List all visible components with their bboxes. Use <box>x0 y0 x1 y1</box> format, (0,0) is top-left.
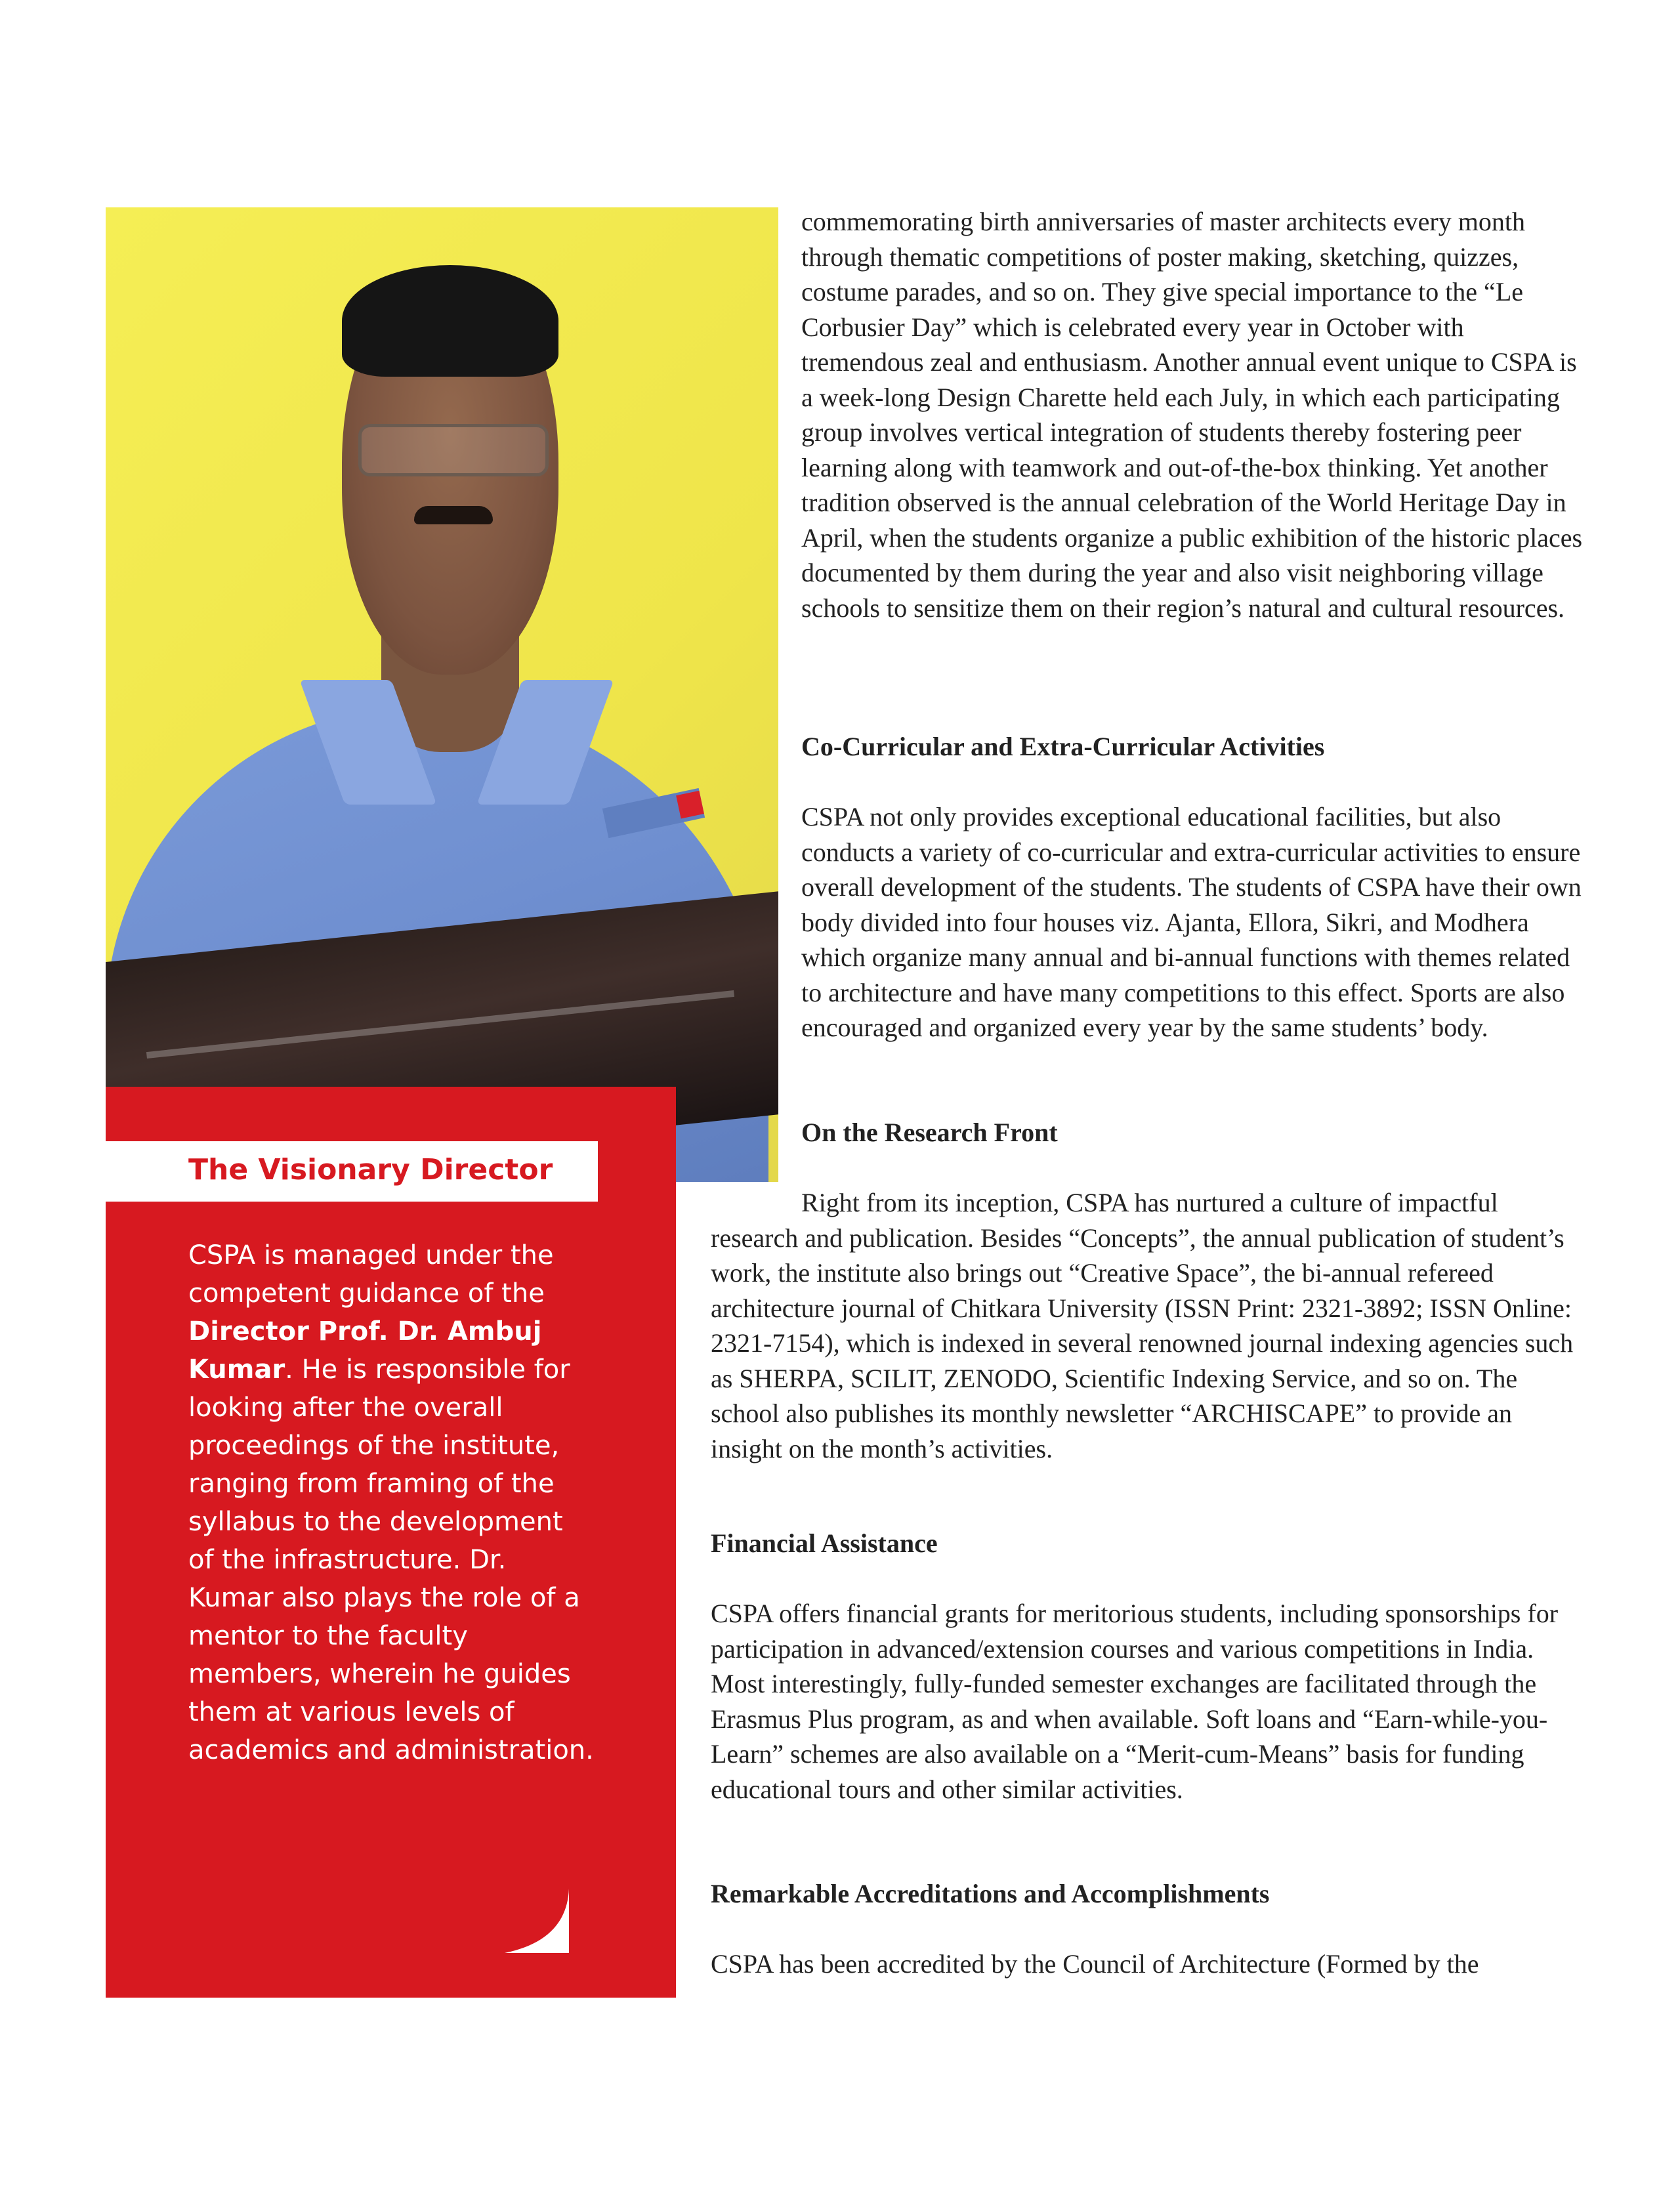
sidebar-text-after: . He is responsible for looking after the overall proceedings of the institute, ranging from framing of the syllabus to the development of the infrastructure. Dr. Kumar also plays the role of a mentor to the faculty members, wherein he guides them at various levels of academics and administration. <box>188 1354 594 1765</box>
sidebar-text <box>188 1236 595 1769</box>
visionary-director-box <box>106 1087 676 1998</box>
heading-accreditations: Remarkable Accreditations and Accomplishments <box>711 1879 1270 1908</box>
director-name: Director Prof. Dr. Ambuj Kumar <box>188 1316 542 1385</box>
sidebar-title-box <box>106 1141 598 1202</box>
heading-research: On the Research Front <box>801 1118 1058 1147</box>
cocurricular-paragraph: CSPA not only provides exceptional educational facilities, but also conducts a variety of co-curricular and extra-curricular activities to ensure overall development of the students. The students of CSPA have their own body divided into four houses viz. Ajanta, Ellora, Sikri, and Modhera which organize many annual and bi-annual functions with themes related to architecture and have many competitions to this effect. Sports are also encouraged and organized every year by the same students’ body. <box>801 802 1582 1042</box>
sidebar-title: The Visionary Director <box>188 1153 553 1186</box>
financial-paragraph: CSPA offers financial grants for meritorious students, including sponsorships for participation in advanced/extension courses and various competitions in India. Most interestingly, fully-funded semester exchanges are facilitated through the Erasmus Plus program, as and when available. Soft loans and “Earn-while-you-Learn” schemes are also available on a “Merit-cum-Means” basis for funding educational tours and other similar activities. <box>711 1599 1559 1804</box>
sidebar-text-before: CSPA is managed under the competent guidance of the <box>188 1240 554 1309</box>
corner-swoosh-icon <box>503 1887 570 1954</box>
article-intro-paragraph: commemorating birth anniversaries of master architects every month through thematic competitions of poster making, sketching, quizzes, costume parades, and so on. They give special importance to the “Le Corbusier Day” which is celebrated every year in October with tremendous zeal and enthusiasm. Another annual event unique to CSPA is a week-long Design Charette held each July, in which each participating group involves vertical integration of students thereby fostering peer learning along with teamwork and out-of-the-box thinking. Yet another tradition observed is the annual celebration of the World Heritage Day in April, when the students organize a public exhibition of the historic places documented by them during the year and also visit neighboring village schools to sensitize them on their region’s natural and cultural resources. <box>801 207 1583 623</box>
director-photo <box>106 207 778 1182</box>
heading-financial: Financial Assistance <box>711 1528 938 1558</box>
accreditations-paragraph: CSPA has been accredited by the Council of Architecture (Formed by the <box>711 1949 1479 1979</box>
research-paragraph: Right from its inception, CSPA has nurtured a culture of impactful research and publication. Besides “Concepts”, the annual publication of student’s work, the institute also brings out “Creative Space”, the bi-annual refereed architecture journal of Chitkara University (ISSN Print: 2321-3892; ISSN Online: 2321-7154), which is indexed in several renowned journal indexing agencies such as SHERPA, SCILIT, ZENODO, Scientific Indexing Service, and so on. The school also publishes its monthly newsletter “ARCHISCAPE” to provide an insight on the month’s activities. <box>711 1188 1574 1463</box>
heading-cocurricular: Co-Curricular and Extra-Curricular Activities <box>801 732 1325 761</box>
